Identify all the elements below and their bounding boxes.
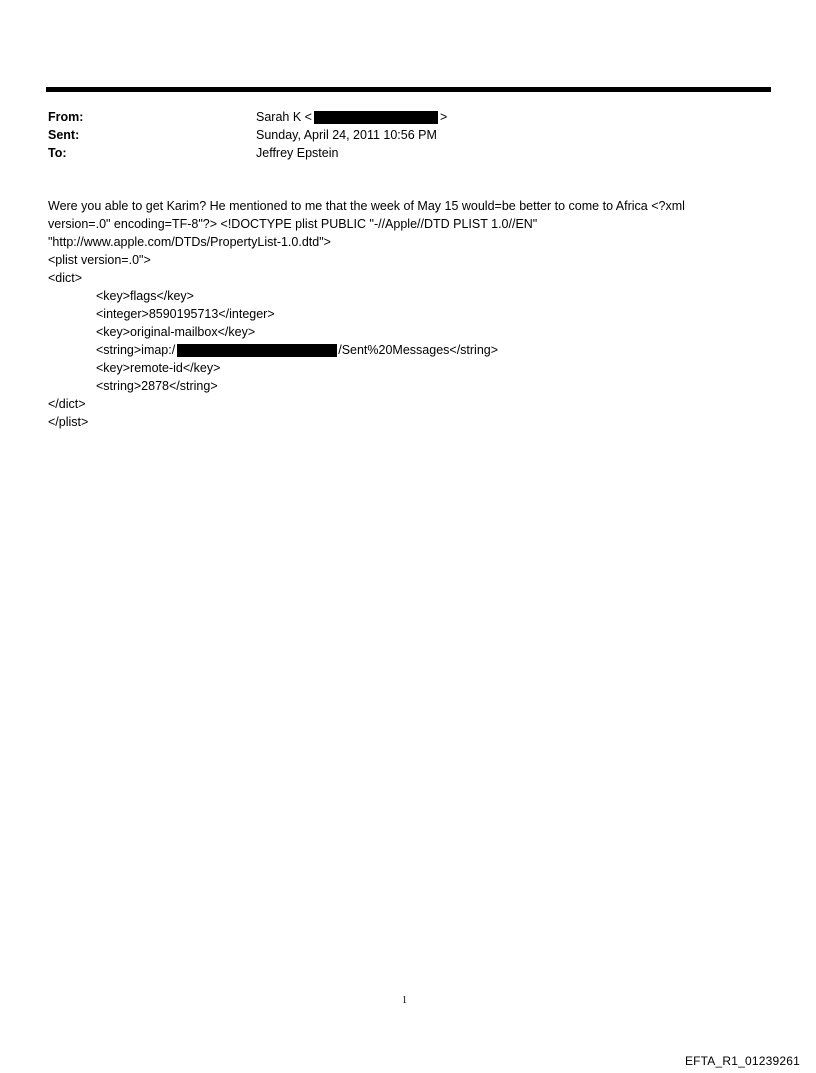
body-line: Were you able to get Karim? He mentioned to me that the week of May 15 would=be better to come to Africa <?xml xyxy=(48,199,685,213)
body-line: <plist version=.0"> xyxy=(48,253,151,267)
redacted-email-block xyxy=(314,111,438,124)
body-line: version=.0" encoding=TF-8"?> <!DOCTYPE plist PUBLIC "-//Apple//DTD PLIST 1.0//EN" xyxy=(48,217,538,231)
body-line: <dict> xyxy=(48,271,83,285)
imap-line xyxy=(48,341,763,359)
body-line: </plist> xyxy=(48,415,89,429)
from-value xyxy=(256,108,447,126)
body-line: <integer>8590195713</integer> xyxy=(96,307,275,321)
sent-row xyxy=(48,126,447,144)
imap-suffix: /Sent%20Messages</string> xyxy=(338,343,499,357)
body-line: <key>original-mailbox</key> xyxy=(96,325,256,339)
body-line: "http://www.apple.com/DTDs/PropertyList-1.0.dtd"> xyxy=(48,235,331,249)
document-id: EFTA_R1_01239261 xyxy=(684,1054,800,1068)
from-name: Sarah K < xyxy=(256,110,312,124)
to-value: Jeffrey Epstein xyxy=(256,146,339,160)
email-body xyxy=(48,197,763,431)
body-line: </dict> xyxy=(48,397,86,411)
sent-label: Sent: xyxy=(48,128,80,142)
redacted-imap-block xyxy=(177,344,337,357)
from-suffix: > xyxy=(439,110,448,124)
body-line: <string>2878</string> xyxy=(96,379,218,393)
body-line: <key>remote-id</key> xyxy=(96,361,221,375)
from-label: From: xyxy=(48,110,84,124)
header-divider xyxy=(46,87,771,92)
to-label: To: xyxy=(48,146,67,160)
email-header xyxy=(48,108,447,162)
from-row xyxy=(48,108,447,126)
to-row xyxy=(48,144,447,162)
body-line: <key>flags</key> xyxy=(96,289,194,303)
page-number: 1 xyxy=(402,995,407,1006)
imap-prefix: <string>imap:/ xyxy=(96,343,176,357)
sent-value: Sunday, April 24, 2011 10:56 PM xyxy=(256,128,437,142)
